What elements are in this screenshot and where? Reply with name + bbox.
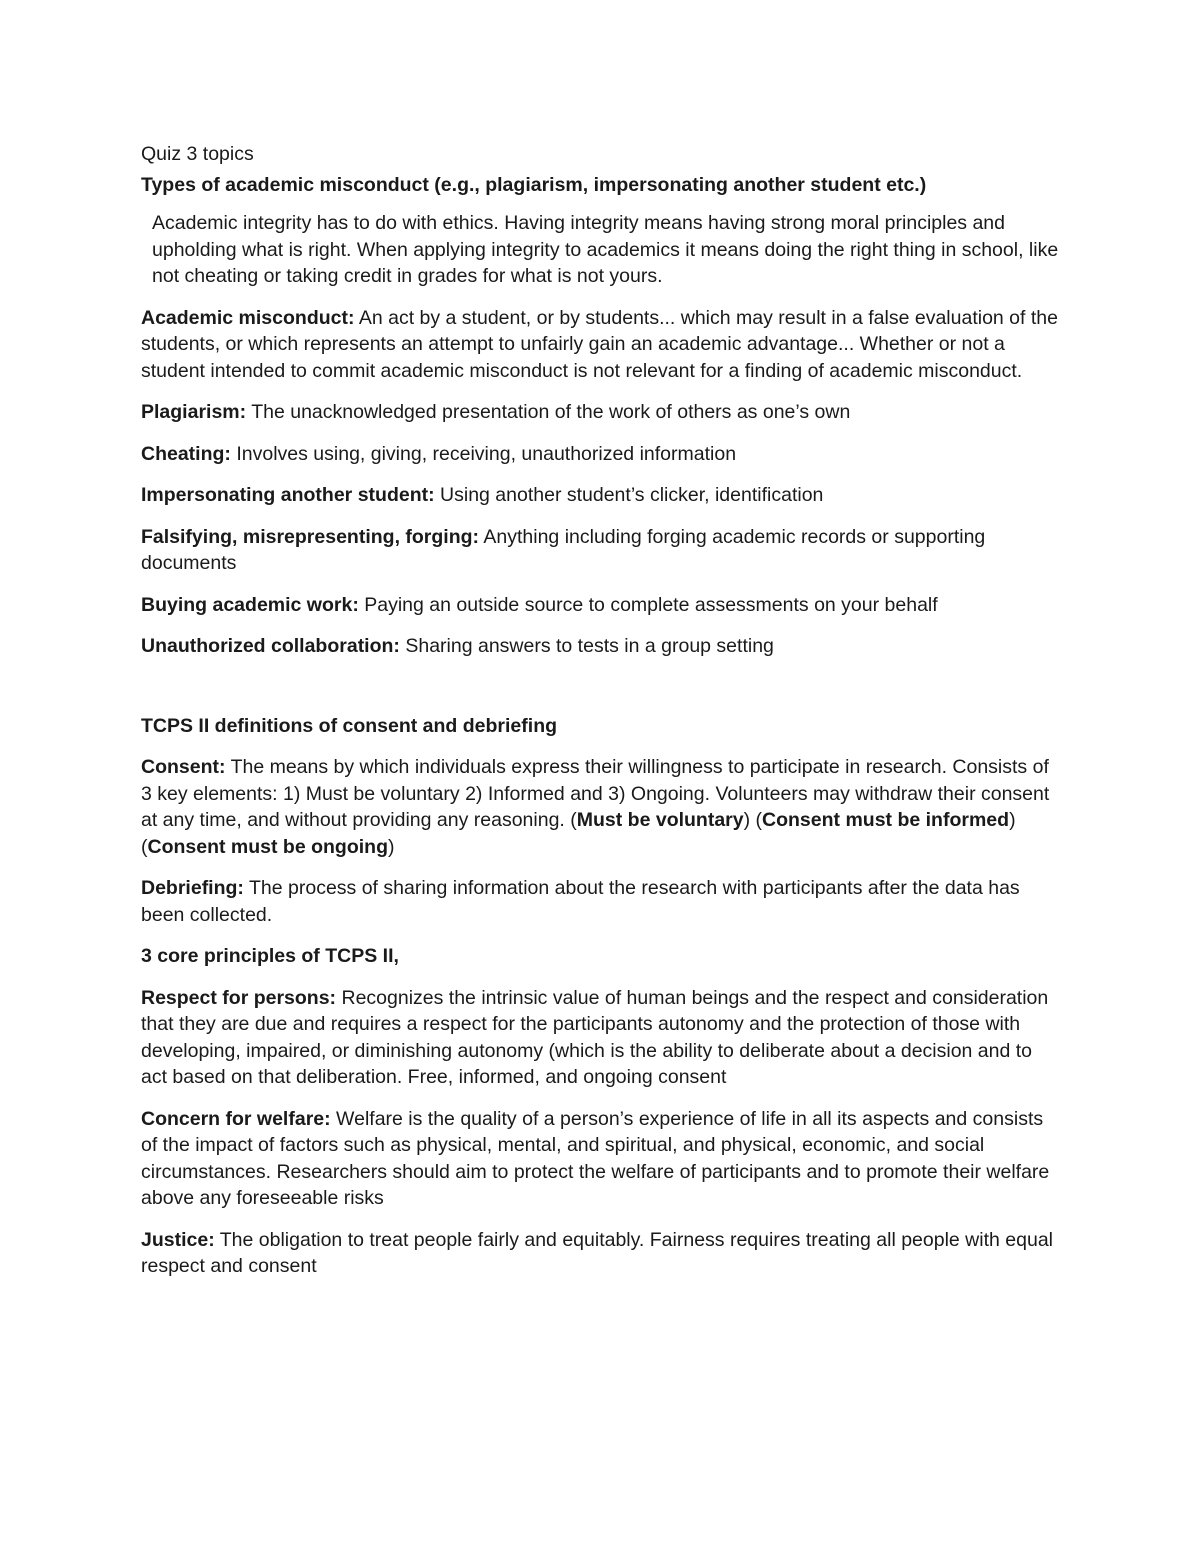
term-label: Unauthorized collaboration: <box>141 635 400 657</box>
term-label: Impersonating another student: <box>141 484 435 506</box>
term-label: Cheating: <box>141 442 231 465</box>
term-definition: Anything including forging academic records or supporting documents <box>141 525 986 574</box>
document-title: Quiz 3 topics <box>141 143 254 165</box>
term-label: Concern for welfare: <box>141 1107 331 1130</box>
term-unauthorized-collaboration <box>141 633 1061 660</box>
term-justice <box>141 1227 1061 1280</box>
section-heading-misconduct: Types of academic misconduct (e.g., plagiarism, impersonating another student etc.) <box>141 173 927 196</box>
term-definition: Involves using, giving, receiving, unauthorized information <box>230 442 737 465</box>
term-definition: Recognizes the intrinsic value of human beings and the respect and consideration that they are due and requires a respect for the participants autonomy and the protection of those with developing, impaired, or diminishing autonomy (which is the ability to deliberate about a decision and to act based on that deliberation. Free, informed, and ongoing consent <box>141 986 1049 1088</box>
term-definition: The unacknowledged presentation of the work of others as one’s own <box>246 401 851 423</box>
term-label: Buying academic work: <box>141 593 359 616</box>
term-label: Plagiarism: <box>141 401 247 423</box>
document-page <box>141 141 1061 1295</box>
section-spacer <box>141 675 1061 713</box>
term-falsifying <box>141 524 1061 577</box>
term-definition: An act by a student, or by students... which may result in a false evaluation of the students, or which represents an attempt to unfairly gain an academic advantage... Whether or not a student intended to commit academic misconduct is not relevant for a finding of academic misconduct. <box>141 306 1058 382</box>
term-impersonating <box>141 482 1061 509</box>
term-concern-for-welfare <box>141 1106 1061 1212</box>
term-definition: Welfare is the quality of a person’s experience of life in all its aspects and consists of the impact of factors such as physical, mental, and spiritual, and physical, economic, and social circumstances. Researchers should aim to protect the welfare of participants and to promote their welfare above any foreseeable risks <box>141 1107 1050 1209</box>
term-label: Respect for persons: <box>141 986 337 1009</box>
term-label: Consent: <box>141 756 226 778</box>
term-definition: The means by which individuals express their willingness to participate in research. Consists of 3 key elements: 1) Must be voluntary 2) Informed and 3) Ongoing. Volunteers may withdraw their consent at any time, and without providing any reasoning. ( <box>141 756 1050 831</box>
term-respect-for-persons <box>141 985 1061 1091</box>
term-cheating <box>141 441 1061 468</box>
term-debriefing <box>141 875 1061 928</box>
paragraph-intro: Academic integrity has to do with ethics. Having integrity means having strong moral principles and upholding what is right. When applying integrity to academics it means doing the right thing in school, like not cheating or taking credit in grades for what is not yours. <box>152 212 1059 287</box>
term-label: Debriefing: <box>141 877 244 899</box>
term-label: Falsifying, misrepresenting, forging: <box>141 525 480 548</box>
term-definition: Sharing answers to tests in a group setting <box>399 635 774 657</box>
term-academic-misconduct <box>141 305 1061 385</box>
term-definition: Using another student’s clicker, identification <box>434 484 824 506</box>
term-plagiarism <box>141 399 1061 426</box>
term-buying-work <box>141 592 1061 619</box>
consent-bold-ongoing: Consent must be ongoing <box>147 835 388 858</box>
term-definition: Paying an outside source to complete assessments on your behalf <box>358 593 938 616</box>
term-label: Academic misconduct: <box>141 306 355 329</box>
section-heading-core-principles: 3 core principles of TCPS II, <box>141 945 399 967</box>
term-consent: Consent: The means by which individuals express their willingness to participate in research. Consists of 3 key elements: 1) Must be voluntary 2) Informed and 3) Ongoing. Volunteers may withdraw their consent at any time, and without providing any reasoning. (Must be voluntary) (Consent must be informed) (Consent must be ongoing) <box>141 756 1050 858</box>
section-heading-consent: TCPS II definitions of consent and debriefing <box>141 714 558 737</box>
consent-bold-voluntary: Must be voluntary <box>576 809 744 831</box>
term-definition: The process of sharing information about the research with participants after the data has been collected. <box>141 877 1020 926</box>
term-definition: The obligation to treat people fairly and equitably. Fairness requires treating all people with equal respect and consent <box>141 1228 1053 1277</box>
consent-bold-informed: Consent must be informed <box>762 809 1010 831</box>
term-label: Justice: <box>141 1228 215 1251</box>
